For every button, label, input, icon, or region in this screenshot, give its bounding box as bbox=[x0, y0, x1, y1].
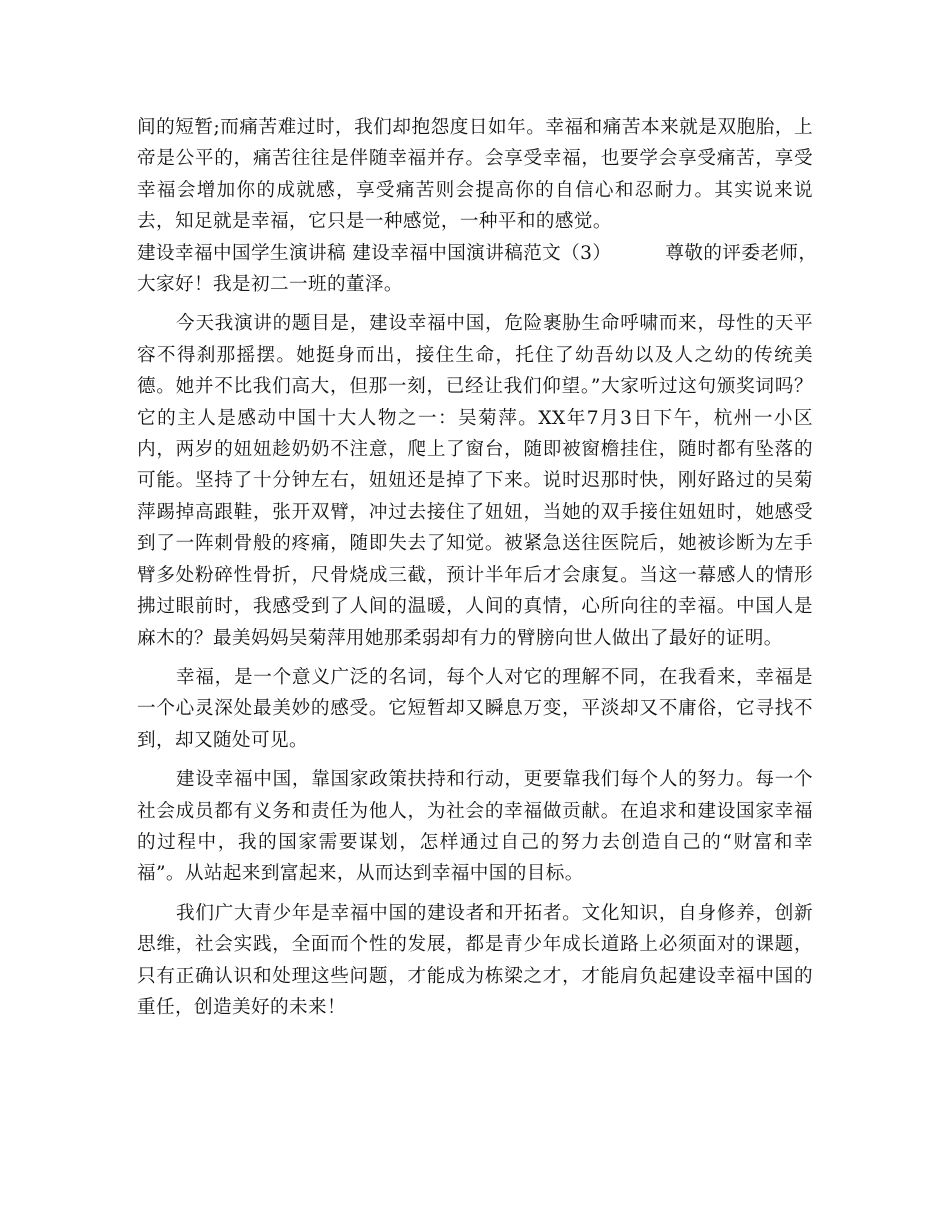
section-heading-line bbox=[137, 238, 818, 269]
greeting-start: 尊敬的评委老师， bbox=[665, 242, 818, 264]
body-paragraph-1: 今天我演讲的题目是，建设幸福中国，危险裹胁生命呼啸而来，母性的天平容不得刹那摇摆。她挺身而出，接住生命，托住了幼吾幼以及人之幼的传统美德。她并不比我们高大，但那一刻，已经让我们仰望。”大家听过这句颁奖词吗？它的主人是感动中国十大人物之一：吴菊萍。XX年7月3日下午，杭州一小区内，两岁的妞妞趁奶奶不注意，爬上了窗台，随即被窗檐挂住，随时都有坠落的可能。坚持了十分钟左右，妞妞还是掉了下来。说时迟那时快，刚好路过的吴菊萍踢掉高跟鞋，张开双臂，冲过去接住了妞妞，当她的双手接住妞妞时，她感受到了一阵刺骨般的疼痛，随即失去了知觉。被紧急送往医院后，她被诊断为左手臂多处粉碎性骨折，尺骨烧成三截，预计半年后才会康复。当这一幕感人的情形拂过眼前时，我感受到了人间的温暖，人间的真情，心所向往的幸福。中国人是麻木的？最美妈妈吴菊萍用她那柔弱却有力的臂膀向世人做出了最好的证明。 bbox=[137, 313, 813, 649]
greeting-line bbox=[137, 269, 813, 300]
body-paragraph-2: 幸福，是一个意义广泛的名词，每个人对它的理解不同，在我看来，幸福是一个心灵深处最美妙的感受。它短暂却又瞬息万变，平淡却又不庸俗，它寻找不到，却又随处可见。 bbox=[137, 666, 813, 751]
opening-paragraph: 间的短暂;而痛苦难过时，我们却抱怨度日如年。幸福和痛苦本来就是双胞胎，上帝是公平的，痛苦往往是伴随幸福并存。会享受幸福，也要学会享受痛苦，享受幸福会增加你的成就感，享受痛苦则会提高你的自信心和忍耐力。其实说来说去，知足就是幸福，它只是一种感觉，一种平和的感觉。 bbox=[137, 117, 813, 233]
document-body bbox=[137, 112, 818, 1023]
section-title: 建设幸福中国学生演讲稿 建设幸福中国演讲稿范文（3） bbox=[137, 242, 612, 264]
body-paragraph-3: 建设幸福中国，靠国家政策扶持和行动，更要靠我们每个人的努力。每一个社会成员都有义务和责任为他人，为社会的幸福做贡献。在追求和建设国家幸福的过程中，我的国家需要谋划，怎样通过自己的努力去创造自己的“财富和幸福”。从站起来到富起来，从而达到幸福中国的目标。 bbox=[137, 769, 813, 885]
greeting-end: 大家好！我是初二一班的董泽。 bbox=[137, 274, 403, 296]
body-paragraph-4: 我们广大青少年是幸福中国的建设者和开拓者。文化知识，自身修养，创新思维，社会实践，全面而个性的发展，都是青少年成长道路上必须面对的课题，只有正确认识和处理这些问题，才能成为栋梁之才，才能肩负起建设幸福中国的重任，创造美好的未来！ bbox=[137, 902, 813, 1018]
